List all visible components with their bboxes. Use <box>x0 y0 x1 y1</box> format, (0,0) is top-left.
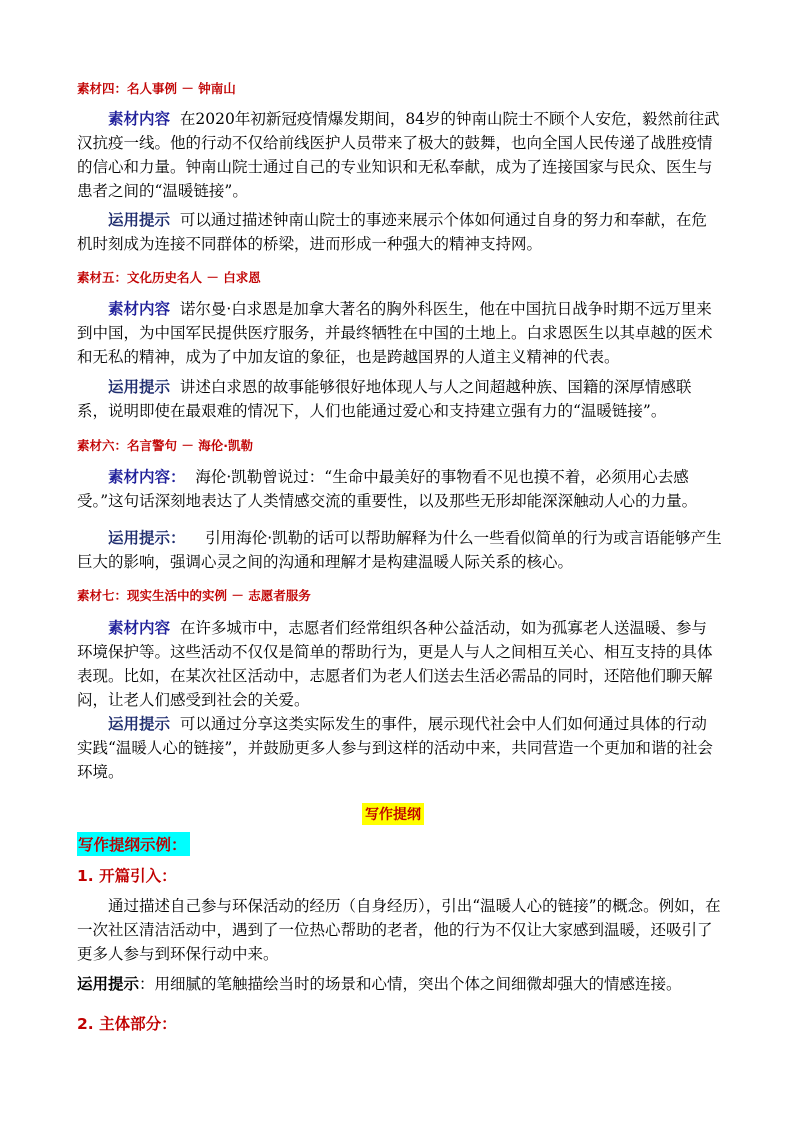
content-text: 在2020年初新冠疫情爆发期间，84岁的钟南山院士不顾个人安危，毅然前往武汉抗疫一线。他的行动不仅给前线医护人员带来了极大的鼓舞，也向全国人民传递了战胜疫情的信心和力量。钟南山院士通过自己的专业知识和无私奉献，成为了连接国家与民众、医生与患者之间的“温暖链接”。 <box>77 110 720 200</box>
usage-hint <box>77 208 722 256</box>
usage-hint <box>77 526 722 574</box>
hint-text: 引用海伦·凯勒的话可以帮助解释为什么一些看似简单的行为或言语能够产生巨大的影响，强调心灵之间的沟通和理解才是构建温暖人际关系的核心。 <box>77 529 722 571</box>
outline-part1-hint <box>77 972 722 996</box>
material-content <box>77 465 722 513</box>
content-text: 海伦·凯勒曾说过：“生命中最美好的事物看不见也摸不着，必须用心去感受。”这句话深刻地表达了人类情感交流的重要性，以及那些无形却能深深触动人心的力量。 <box>77 468 698 510</box>
hint-label: 运用提示： <box>108 529 186 547</box>
hint-text: 可以通过描述钟南山院士的事迹来展示个体如何通过自身的努力和奉献，在危机时刻成为连接不同群体的桥梁，进而形成一种强大的精神支持网。 <box>77 211 707 253</box>
section-heading: 素材五：文化历史名人 － 白求恩 <box>77 270 261 285</box>
material-content <box>77 616 722 712</box>
outline-part2-heading: 2. 主体部分： <box>77 1015 177 1033</box>
outline-title: 写作提纲 <box>362 803 424 825</box>
outline-part1-text: 通过描述自己参与环保活动的经历（自身经历），引出“温暖人心的链接”的概念。例如，在一次社区清洁活动中，遇到了一位热心帮助的老者，他的行为不仅让大家感到温暖，还吸引了更多人参与到环保行动中来。 <box>77 897 721 963</box>
hint-text: ：用细腻的笔触描绘当时的场景和心情，突出个体之间细微却强大的情感连接。 <box>139 975 682 993</box>
usage-hint <box>77 712 722 784</box>
usage-hint <box>77 375 722 423</box>
hint-label: 运用提示 <box>108 715 171 733</box>
hint-label: 运用提示 <box>77 975 140 993</box>
content-label: 素材内容 <box>108 619 171 637</box>
content-label: 素材内容 <box>108 300 171 318</box>
section-heading: 素材七：现实生活中的实例 － 志愿者服务 <box>77 588 311 603</box>
outline-part1-heading: 1. 开篇引入： <box>77 867 177 885</box>
section-heading: 素材六：名言警句 － 海伦·凯勒 <box>77 438 253 453</box>
hint-label: 运用提示 <box>108 211 171 229</box>
hint-text: 讲述白求恩的故事能够很好地体现人与人之间超越种族、国籍的深厚情感联系，说明即使在最艰难的情况下，人们也能通过爱心和支持建立强有力的“温暖链接”。 <box>77 378 692 420</box>
content-label: 素材内容： <box>108 468 186 486</box>
hint-label: 运用提示 <box>108 378 171 396</box>
section-heading: 素材四：名人事例 － 钟南山 <box>77 81 236 96</box>
content-text: 在许多城市中，志愿者们经常组织各种公益活动，如为孤寡老人送温暖、参与环境保护等。这些活动不仅仅是简单的帮助行为，更是人与人之间相互关心、相互支持的具体表现。比如，在某次社区活动中，志愿者们为老人们送去生活必需品的同时，还陪他们聊天解闷，让老人们感受到社会的关爱。 <box>77 619 713 709</box>
content-label: 素材内容 <box>108 110 171 128</box>
material-content <box>77 297 722 369</box>
outline-example-heading: 写作提纲示例： <box>77 832 190 856</box>
content-text: 诺尔曼·白求恩是加拿大著名的胸外科医生，他在中国抗日战争时期不远万里来到中国，为中国军民提供医疗服务，并最终牺牲在中国的土地上。白求恩医生以其卓越的医术和无私的精神，成为了中加友谊的象征，也是跨越国界的人道主义精神的代表。 <box>77 300 713 366</box>
material-content <box>77 107 722 203</box>
hint-text: 可以通过分享这类实际发生的事件，展示现代社会中人们如何通过具体的行动实践“温暖人心的链接”，并鼓励更多人参与到这样的活动中来，共同营造一个更加和谐的社会环境。 <box>77 715 713 781</box>
